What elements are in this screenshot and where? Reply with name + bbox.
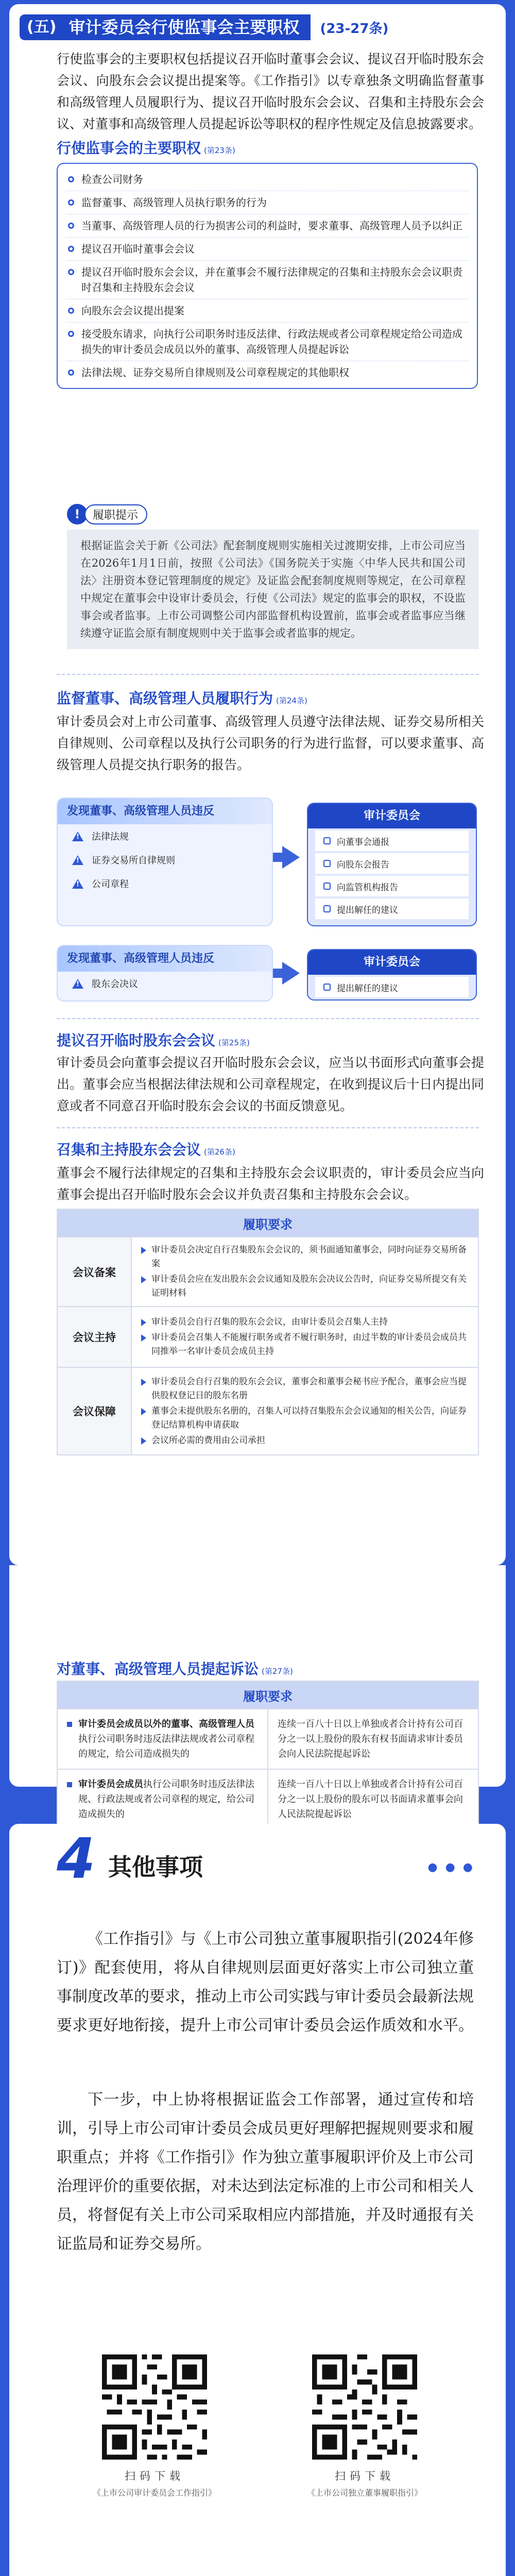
list-item: 法律法规、证券交易所自律规则及公司章程规定的其他职权 bbox=[66, 361, 469, 384]
bulb-icon: ! bbox=[67, 504, 88, 524]
row-value: 审计委员会自行召集的股东会会议，董事会和董事会秘书应予配合，董事会应当提供股权登记日的股东名册 董事会未提供股东名册的，召集人可以持召集股东会会议通知的相关公告，向证券登记结算机构申请获取 会议所必需的费用由公司承担 bbox=[131, 1367, 478, 1455]
flow1-arrow-stem bbox=[273, 853, 283, 862]
bullet-icon bbox=[68, 223, 74, 229]
check-icon bbox=[323, 984, 331, 991]
scan-download-label: 扫码下载 bbox=[335, 2470, 394, 2482]
bullet-icon bbox=[68, 246, 74, 252]
flow2-left-box bbox=[57, 945, 273, 1002]
bullet-icon bbox=[68, 308, 74, 314]
tip-label: 履职提示 bbox=[84, 504, 147, 524]
row-value: 审计委员会决定自行召集股东会会议的，须书面通知董事会，同时向证券交易所备案 审计委员会应在发出股东会会议通知及股东会决议公告时，向证券交易所提交有关证明材料 bbox=[131, 1237, 478, 1307]
flow-right-item: 提出解任的建议 bbox=[315, 899, 469, 919]
section4-number: 4 bbox=[57, 1827, 96, 1891]
convene-article: (第26条) bbox=[204, 1147, 235, 1157]
tip-text: 根据证监会关于新《公司法》配套制度规则实施相关过渡期安排，上市公司应当在2026年1月1日前，按照《公司法》《国务院关于实施〈中华人民共和国公司法〉注册资本登记管理制度的规定》及证监会配套制度规则等规定，在公司章程中规定在董事会中设审计委员会，行使《公司法》规定的监事会的职权，不设监事会或者监事。上市公司调整公司内部监督机构设置前，监事会或者监事应当继续遵守证监会原有制度规则中关于监事会或者监事的规定。 bbox=[80, 539, 466, 639]
tip-box bbox=[67, 530, 479, 649]
supervise-text: 审计委员会对上市公司董事、高级管理人员遵守法律法规、证券交易所相关自律规则、公司章程以及执行公司职务的行为进行监督，可以要求董事、高级管理人员提交执行职务的报告。 bbox=[57, 714, 484, 772]
powers-article: (第23条) bbox=[204, 146, 235, 155]
list-item: 提议召开临时董事会会议 bbox=[66, 238, 469, 261]
table-header-row bbox=[57, 1209, 478, 1237]
convene-text: 董事会不履行法律规定的召集和主持股东会会议职责的，审计委员会应当向董事会提出召开临时股东会会议并负责召集和主持股东会会议。 bbox=[57, 1165, 484, 1202]
flow2-arrow-stem bbox=[273, 969, 283, 978]
list-item: 当董事、高级管理人员的行为损害公司的利益时，要求董事、高级管理人员予以纠正 bbox=[66, 214, 469, 238]
warning-icon bbox=[72, 979, 83, 989]
litigation-heading bbox=[57, 1658, 293, 1679]
check-icon bbox=[323, 905, 331, 912]
flow1-right-title: 审计委员会 bbox=[308, 804, 476, 828]
flow-right-item: 向董事会通报 bbox=[315, 831, 469, 851]
flow2-right-title: 审计委员会 bbox=[308, 950, 476, 975]
section4-card bbox=[9, 1824, 506, 2576]
qr-code-right[interactable] bbox=[312, 2354, 417, 2460]
flow-left-item: ! 股东会决议 bbox=[58, 972, 272, 995]
section5-number: (五) bbox=[20, 14, 63, 40]
square-icon bbox=[67, 1722, 72, 1727]
qr-code-left[interactable] bbox=[102, 2354, 207, 2460]
powers-list bbox=[57, 163, 478, 389]
warning-icon bbox=[72, 832, 83, 841]
flow2-arrow-icon bbox=[282, 962, 300, 985]
litigation-title: 对董事、高级管理人员提起诉讼 bbox=[57, 1660, 259, 1677]
powers-title: 行使监事会的主要职权 bbox=[57, 140, 201, 157]
square-icon bbox=[67, 1782, 72, 1787]
convene-title: 召集和主持股东会会议 bbox=[57, 1141, 201, 1158]
bullet-icon bbox=[68, 369, 74, 376]
list-item: 向股东会会议提出提案 bbox=[66, 299, 469, 323]
qr-code-icon bbox=[102, 2354, 207, 2460]
triangle-icon bbox=[141, 1276, 146, 1283]
table-header-row bbox=[57, 1681, 478, 1709]
flow-left-item: ! 法律法规 bbox=[58, 824, 272, 848]
table-row bbox=[57, 1709, 478, 1769]
bullet-icon bbox=[68, 176, 74, 182]
bullet-icon bbox=[68, 269, 74, 275]
table-row bbox=[57, 1307, 478, 1367]
flow2-right-box bbox=[307, 949, 477, 1001]
table-row bbox=[57, 1367, 478, 1455]
row-right: 连续一百八十日以上单独或者合计持有公司百分之一以上股份的股东有权书面请求审计委员会向人民法院提起诉讼 bbox=[268, 1709, 478, 1769]
qr-label-right bbox=[286, 2468, 443, 2498]
qr-caption-right: 《上市公司独立董事履职指引》 bbox=[306, 2488, 422, 2498]
triangle-icon bbox=[141, 1408, 146, 1415]
supervise-heading bbox=[57, 687, 307, 708]
tip-heading bbox=[67, 504, 147, 524]
litigation-article: (第27条) bbox=[262, 1667, 293, 1676]
flow-left-item: ! 公司章程 bbox=[58, 872, 272, 895]
table-header: 履职要求 bbox=[57, 1681, 478, 1709]
table-row bbox=[57, 1237, 478, 1307]
flow-right-item: 提出解任的建议 bbox=[315, 977, 469, 997]
bullet-icon bbox=[68, 331, 74, 337]
qr-code-icon bbox=[312, 2354, 417, 2460]
warning-icon bbox=[72, 855, 83, 865]
flow1-left-title: 发现董事、高级管理人员违反 bbox=[58, 799, 272, 824]
section4-title: 其他事项 bbox=[108, 1853, 203, 1881]
litigation-table bbox=[57, 1681, 479, 1830]
convene-heading bbox=[57, 1139, 235, 1159]
section4-para2: 下一步，中上协将根据证监会工作部署，通过宣传和培训，引导上市公司审计委员会成员更好理解把握规则要求和履职重点；并将《工作指引》作为独立董事履职评价及上市公司治理评价的重要依据，对未达到法定标准的上市公司和相关人员，将督促有关上市公司采取相应内部措施，并及时通报有关证监局和证券交易所。 bbox=[57, 2091, 474, 2253]
check-icon bbox=[323, 837, 331, 844]
section5-title: 审计委员会行使监事会主要职权 bbox=[63, 14, 311, 40]
powers-heading bbox=[57, 137, 235, 158]
divider bbox=[57, 1127, 479, 1128]
table-row bbox=[57, 1769, 478, 1829]
flow2-left-title: 发现董事、高级管理人员违反 bbox=[58, 946, 272, 972]
section5-intro: 行使监事会的主要职权包括提议召开临时董事会会议、提议召开临时股东会会议、向股东会会议提出提案等。《工作指引》以专章独条文明确监督董事和高级管理人员履职行为、提议召开临时股东会会议、召集和主持股东会会议、对董事和高级管理人员提起诉讼等职权的程序性规定及信息披露要求。 bbox=[57, 52, 484, 131]
flow1-right-box bbox=[307, 803, 477, 926]
bullet-icon bbox=[68, 199, 74, 206]
flow1-left-box bbox=[57, 798, 273, 926]
row-right: 连续一百八十日以上单独或者合计持有公司百分之一以上股份的股东可以书面请求董事会向人民法院提起诉讼 bbox=[268, 1769, 478, 1829]
divider bbox=[57, 674, 479, 675]
section5-header bbox=[20, 11, 411, 43]
scan-download-label: 扫码下载 bbox=[125, 2470, 184, 2482]
row-value: 审计委员会自行召集的股东会会议，由审计委员会召集人主持 审计委员会召集人不能履行职务或者不履行职务时，由过半数的审计委员会成员共同推举一名审计委员会成员主持 bbox=[131, 1307, 478, 1367]
section5-card bbox=[9, 4, 506, 1565]
divider bbox=[57, 1018, 479, 1019]
supervise-article: (第24条) bbox=[276, 696, 307, 705]
dots-decoration: ● ● ● bbox=[427, 1861, 475, 1874]
qr-label-left bbox=[76, 2468, 233, 2498]
propose-text: 审计委员会向董事会提议召开临时股东会会议，应当以书面形式向董事会提出。董事会应当根据法律法规和公司章程规定，在收到提议后十日内提出同意或者不同意召开临时股东会会议的书面反馈意见。 bbox=[57, 1055, 484, 1113]
flow-right-item: 向股东会报告 bbox=[315, 853, 469, 874]
flow-right-item: 向监管机构报告 bbox=[315, 876, 469, 896]
row-left: 审计委员会成员以外的董事、高级管理人员执行公司职务时违反法律法规或者公司章程的规定，给公司造成损失的 bbox=[57, 1709, 268, 1769]
table-header: 履职要求 bbox=[57, 1209, 478, 1237]
list-item: 监督董事、高级管理人员执行职务的行为 bbox=[66, 191, 469, 214]
triangle-icon bbox=[141, 1247, 146, 1254]
supervise-title: 监督董事、高级管理人员履职行为 bbox=[57, 690, 273, 707]
warning-icon bbox=[72, 879, 83, 889]
row-key: 会议备案 bbox=[57, 1237, 131, 1307]
propose-title: 提议召开临时股东会会议 bbox=[57, 1032, 216, 1049]
triangle-icon bbox=[141, 1379, 146, 1386]
triangle-icon bbox=[141, 1334, 146, 1342]
convene-table bbox=[57, 1209, 479, 1455]
section5-range: (23-27条) bbox=[320, 21, 389, 37]
triangle-icon bbox=[141, 1437, 146, 1445]
row-key: 会议主持 bbox=[57, 1307, 131, 1367]
triangle-icon bbox=[141, 1319, 146, 1326]
list-item: 检查公司财务 bbox=[66, 168, 469, 191]
check-icon bbox=[323, 860, 331, 867]
row-left: 审计委员会成员执行公司职务时违反法律法规、行政法规或者公司章程的规定，给公司造成损失的 bbox=[57, 1769, 268, 1829]
section4-para1: 《工作指引》与《上市公司独立董事履职指引(2024年修订)》配套使用，将从自律规则层面更好落实上市公司独立董事制度改革的要求，推动上市公司实践与审计委员会最新法规要求更好地衔接，提升上市公司审计委员会运作质效和水平。 bbox=[57, 1930, 474, 2035]
flow1-arrow-icon bbox=[282, 846, 300, 869]
list-item: 接受股东请求，向执行公司职务时违反法律、行政法规或者公司章程规定给公司造成损失的审计委员会成员以外的董事、高级管理人员提起诉讼 bbox=[66, 323, 469, 361]
row-key: 会议保障 bbox=[57, 1367, 131, 1455]
qr-caption-left: 《上市公司审计委员会工作指引》 bbox=[92, 2488, 216, 2498]
propose-article: (第25条) bbox=[218, 1038, 250, 1047]
flow-left-item: ! 证券交易所自律规则 bbox=[58, 848, 272, 872]
check-icon bbox=[323, 883, 331, 890]
propose-heading bbox=[57, 1029, 250, 1050]
list-item: 提议召开临时股东会会议，并在董事会不履行法律规定的召集和主持股东会会议职责时召集和主持股东会会议 bbox=[66, 261, 469, 299]
